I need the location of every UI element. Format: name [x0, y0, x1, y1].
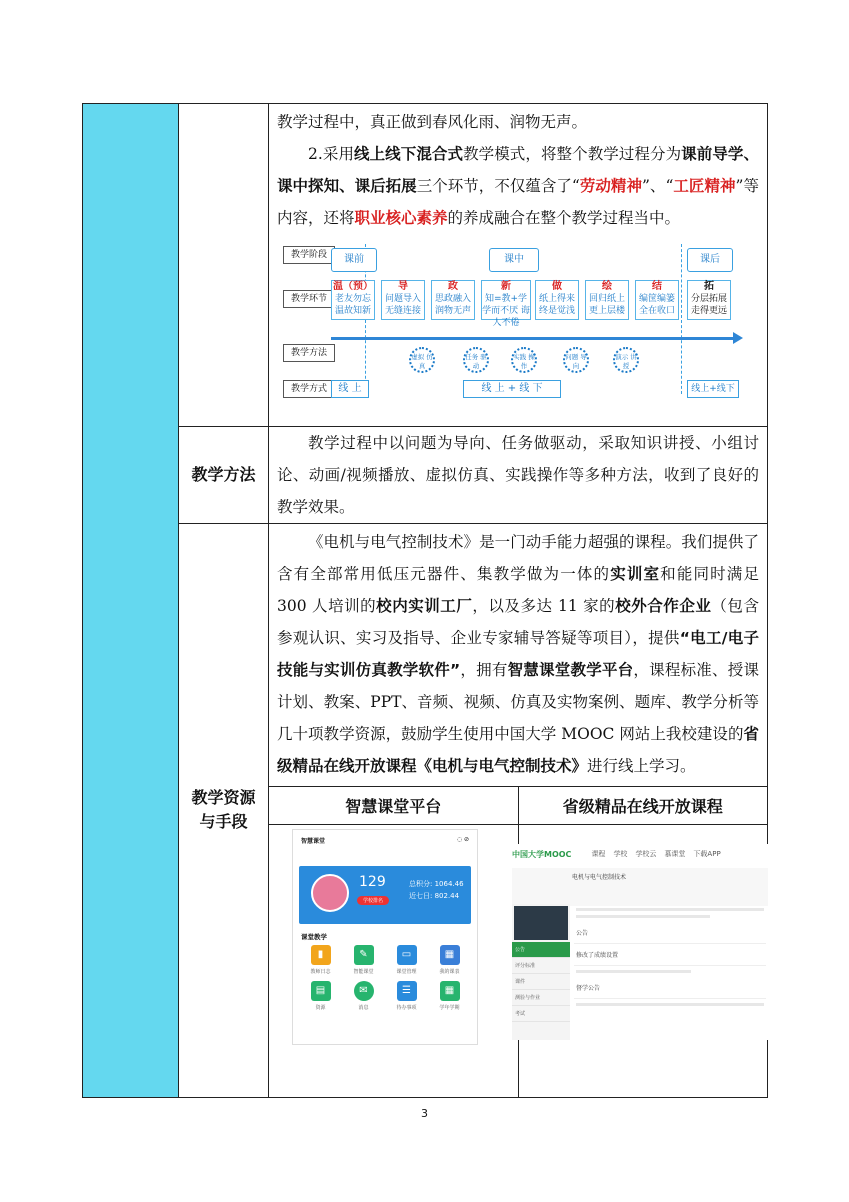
avatar	[311, 874, 349, 912]
empty-label-cell	[179, 104, 269, 427]
book-icon: ▤	[311, 981, 331, 1001]
timeline-arrow	[331, 337, 735, 340]
row-label-method: 教学方法	[283, 344, 335, 362]
score-value: 129	[359, 874, 386, 890]
mooc-nav-item[interactable]: 课程	[591, 850, 606, 858]
method-label: 教学方法	[179, 427, 269, 524]
row-label-mode: 教学方式	[283, 380, 335, 398]
app-item[interactable]: ▦ 学年学期	[428, 981, 471, 1011]
mooc-sidebar	[512, 904, 570, 1040]
mooc-logo: 中国大学MOOC	[512, 849, 572, 859]
step-box: 导 问题导入 无缝连接	[381, 280, 425, 320]
step-box: 政 思政融入 润物无声	[431, 280, 475, 320]
app-item[interactable]: ▭ 课堂管理	[385, 945, 428, 975]
method-cell	[269, 427, 768, 524]
left-color-column	[83, 104, 179, 1098]
arrow-head-icon	[733, 332, 743, 344]
score-banner	[299, 866, 471, 924]
monitor-icon: ▭	[397, 945, 417, 965]
calendar-icon: ▦	[440, 945, 460, 965]
method-gear: 虚拟 仿真	[409, 347, 435, 373]
method-gear: 问题 导向	[563, 347, 589, 373]
mooc-heading: 督学公告	[574, 977, 766, 999]
step-box: 结 编筐编篓 全在收口	[635, 280, 679, 320]
app-item[interactable]: ☰ 待办事项	[385, 981, 428, 1011]
section-title: 课堂教学	[301, 933, 327, 941]
method-gear: 实践 操作	[511, 347, 537, 373]
step-box: 做 纸上得来 终是觉浅	[535, 280, 579, 320]
app-grid	[293, 945, 477, 1011]
method-gear: 任务 驱动	[463, 347, 489, 373]
mooc-side-item[interactable]: 评分标准	[512, 958, 570, 974]
app-item[interactable]: ✉ 消息	[342, 981, 385, 1011]
course-card[interactable]	[514, 906, 568, 940]
todo-icon: ☰	[397, 981, 417, 1001]
rank-badge: 学校排名	[357, 896, 389, 905]
resource-label: 教学资源与手段	[179, 524, 269, 1098]
continued-text: 教学过程中，真正做到春风化雨、润物无声。	[277, 113, 588, 131]
message-icon: ✉	[354, 981, 374, 1001]
divider-line	[681, 244, 682, 394]
process-cell	[269, 104, 768, 427]
mooc-side-item[interactable]: 考试	[512, 1006, 570, 1022]
phase-post: 课后	[687, 248, 733, 272]
step-box: 绘 回归纸上 更上层楼	[585, 280, 629, 320]
mooc-course-header: 电机与电气控制技术	[512, 868, 768, 906]
mode-post: 线上+线下	[687, 380, 739, 398]
mooc-nav-item[interactable]: 学校云	[635, 850, 657, 858]
app-item[interactable]: ▮ 教师日志	[299, 945, 342, 975]
mooc-heading: 公告	[574, 922, 766, 944]
window-controls-icon: ◌ ⊘	[456, 836, 469, 843]
mooc-side-item[interactable]: 测验与作业	[512, 990, 570, 1006]
mooc-topbar	[512, 844, 768, 864]
row-label-step: 教学环节	[283, 290, 335, 308]
mooc-heading: 修改了成绩设置	[574, 944, 766, 966]
teaching-flow-diagram	[281, 240, 751, 398]
smart-classroom-screenshot	[292, 829, 478, 1045]
score-totals: 总积分: 1064.46 近七日: 802.44	[409, 880, 464, 900]
phase-in: 课中	[489, 248, 539, 272]
term-icon: ▦	[440, 981, 460, 1001]
phase-pre: 课前	[331, 248, 377, 272]
mooc-nav-item[interactable]: 学校	[613, 850, 628, 858]
app-item[interactable]: ✎ 智能课堂	[342, 945, 385, 975]
app-item[interactable]: ▤ 资源	[299, 981, 342, 1011]
mode-blended: 线 上 + 线 下	[463, 380, 561, 398]
mooc-screenshot	[512, 844, 768, 1040]
app-title: 智慧课堂	[301, 838, 326, 845]
method-gear: 演示 讲授	[613, 347, 639, 373]
resource-text: 《电机与电气控制技术》是一门动手能力超强的课程。我们提供了含有全部常用低压元器件、集教学做为一体的实训室和能同时满足 300 人培训的校内实训工厂，以及多达 11 家的校外合作企业（包含参观认识、实习及指导、企业专家辅导答疑等项目），提供“电工/电子技能与实训仿真教学软件”，拥有智慧课堂教学平台，课程标准、授课计划、教案、PPT、音频、视频、仿真及实物案例、题库、教学分析等几十项教学资源，鼓励学生使用中国大学 MOOC 网站上我校建设的省级精品在线开放课程《电机与电气控制技术》进行线上学习。	[277, 533, 759, 775]
mooc-nav-item[interactable]: 慕课堂	[664, 850, 686, 858]
mode-online: 线 上	[331, 380, 369, 398]
mooc-side-item[interactable]: 公告	[512, 942, 570, 958]
col-smart-classroom: 智慧课堂平台	[269, 787, 518, 825]
app-item[interactable]: ▦ 我的课表	[428, 945, 471, 975]
mooc-main	[574, 904, 766, 1010]
edit-icon: ✎	[354, 945, 374, 965]
mooc-side-item[interactable]: 课件	[512, 974, 570, 990]
method-text: 教学过程中以问题为导向、任务做驱动，采取知识讲授、小组讨论、动画/视频播放、虚拟仿真、实践操作等多种方法，收到了良好的教学效果。	[277, 434, 759, 516]
col-mooc: 省级精品在线开放课程	[518, 787, 767, 825]
mooc-nav-item[interactable]: 下载APP	[693, 850, 721, 858]
page-number: 3	[421, 1107, 428, 1120]
row-label-stage: 教学阶段	[283, 246, 335, 264]
journal-icon: ▮	[311, 945, 331, 965]
item2-paragraph: 2.采用线上线下混合式教学模式，将整个教学过程分为课前导学、课中探知、课后拓展三个环节，不仅蕴含了“劳动精神”、“工匠精神”等内容，还将职业核心素养的养成融合在整个教学过程当中。	[277, 145, 759, 227]
step-box: 温（预） 老友勿忘 温故知新	[331, 280, 375, 320]
step-box: 拓 分层拓展 走得更远	[687, 280, 731, 320]
step-box: 新 知=教+学 学而不厌 诲人不倦	[482, 281, 530, 328]
